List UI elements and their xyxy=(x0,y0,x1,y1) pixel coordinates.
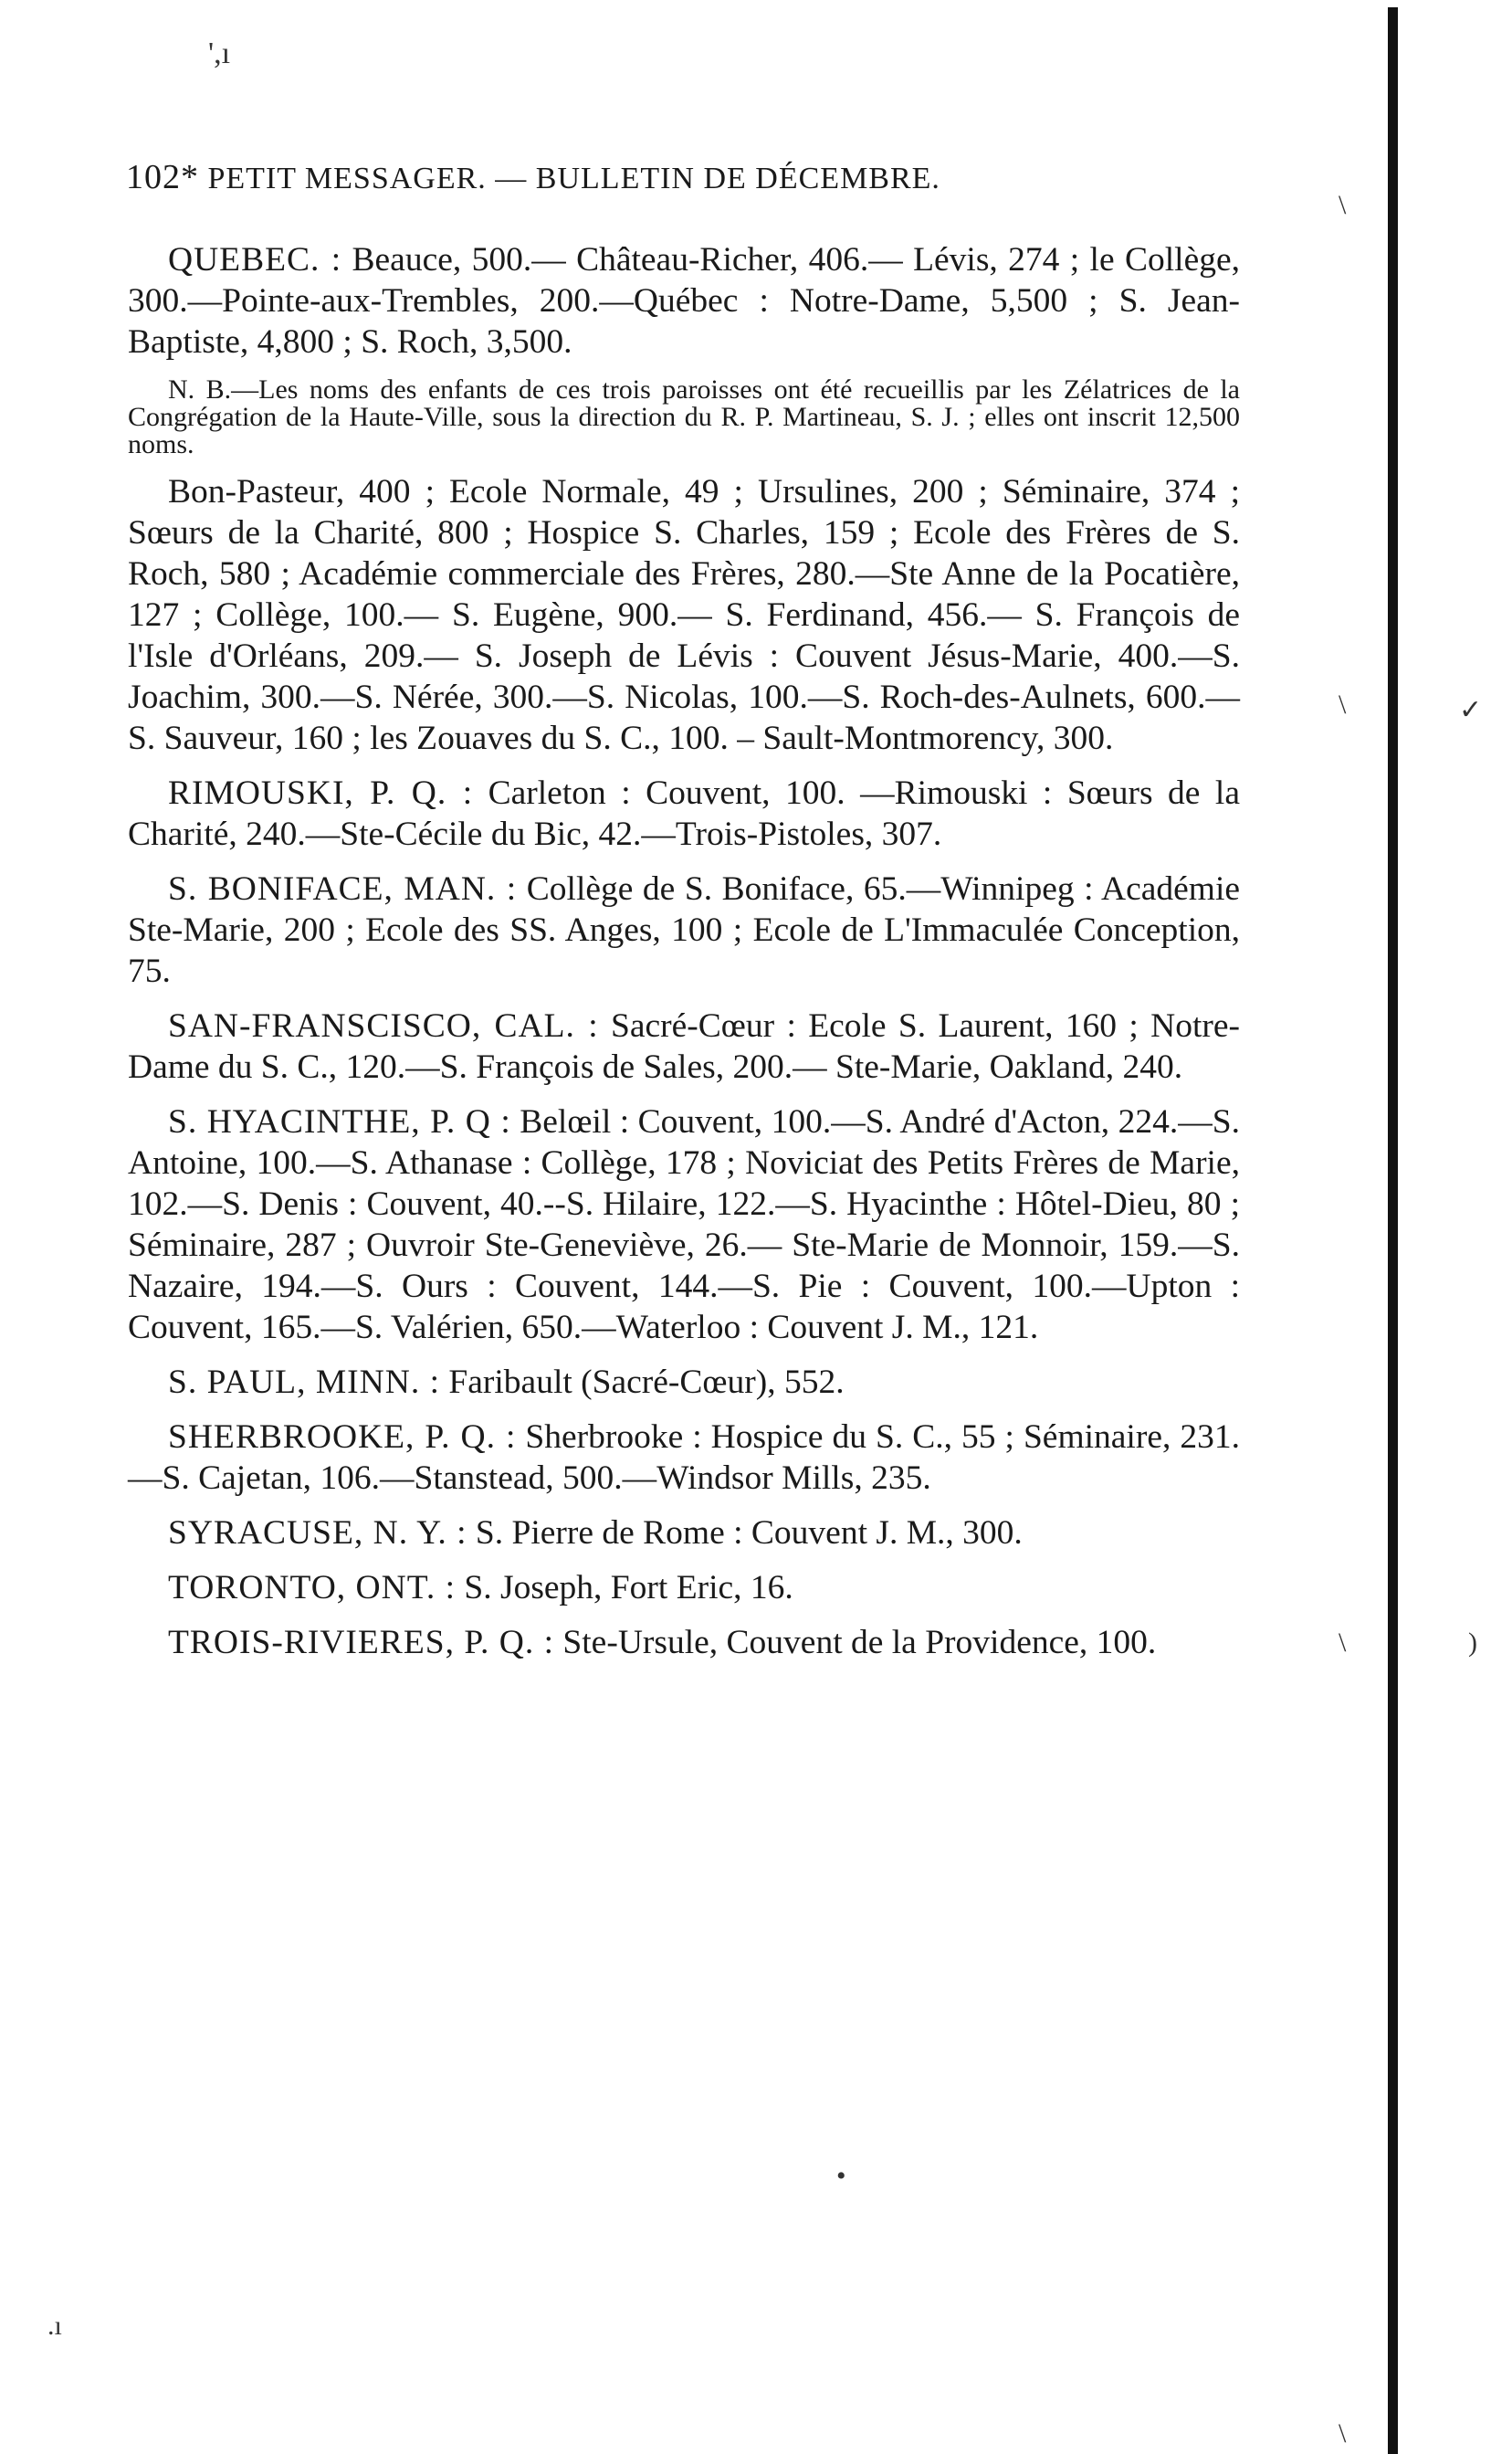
margin-mark-8: .ı xyxy=(47,2311,62,2341)
margin-mark-6: \ xyxy=(1339,2418,1347,2449)
entry-hyacinthe xyxy=(128,1101,1240,1348)
margin-mark-7: • xyxy=(836,2161,846,2191)
page-edge-rule xyxy=(1388,7,1398,2454)
text-bon-pasteur: Bon-Pasteur, 400 ; Ecole Normale, 49 ; Ursulines, 200 ; Séminaire, 374 ; Sœurs de la Charité, 800 ; Hospice S. Charles, 159 ; Ecole des Frères de S. Roch, 580 ; Académie commerciale des Frères, 280.—Ste Anne de la Pocatière, 127 ; Collège, 100.— S. Eugène, 900.— S. Ferdinand, 456.— S. François de l'Isle d'Orléans, 209.— S. Joseph de Lévis : Couvent Jésus-Marie, 400.—S. Joachim, 300.—S. Nérée, 300.—S. Nicolas, 100.—S. Roch-des-Aulnets, 600.—S. Sauveur, 160 ; les Zouaves du S. C., 100. – Sault-Montmorency, 300. xyxy=(128,473,1240,757)
place-hyacinthe: S. HYACINTHE, P. Q : xyxy=(168,1103,511,1141)
entry-sherbrooke xyxy=(128,1417,1240,1499)
entry-boniface xyxy=(128,869,1240,992)
entry-paul xyxy=(128,1362,1240,1403)
text-sherbrooke: Sherbrooke : Hospice du S. C., 55 ; Séminaire, 231.—S. Cajetan, 106.—Stanstead, 500.—Windsor Mills, 235. xyxy=(128,1418,1240,1497)
text-paul: Faribault (Sacré-Cœur), 552. xyxy=(440,1364,845,1401)
place-syracuse: SYRACUSE, N. Y. : xyxy=(168,1514,467,1552)
note-text: N. B.—Les noms des enfants de ces trois paroisses ont été recueillis par les Zélatrices de la Congrégation de la Haute-Ville, sous la direction du R. P. Martineau, S. J. ; elles ont inscrit 12,500 noms. xyxy=(128,374,1240,459)
text-boniface: Collège de S. Boniface, 65.—Winnipeg : Académie Ste-Marie, 200 ; Ecole des SS. Anges, 100 ; Ecole de L'Immaculée Conception, 75. xyxy=(128,870,1241,990)
text-rimouski: Carleton : Couvent, 100. —Rimouski : Sœurs de la Charité, 240.—Ste-Cécile du Bic, 42.—Trois-Pistoles, 307. xyxy=(128,774,1240,853)
entry-san-francisco xyxy=(128,1006,1240,1088)
margin-mark-5: ) xyxy=(1468,1627,1477,1658)
place-trois-rivieres: TROIS-RIVIERES, P. Q. : xyxy=(168,1624,555,1661)
text-syracuse: S. Pierre de Rome : Couvent J. M., 300. xyxy=(467,1514,1023,1552)
entry-trois-rivieres xyxy=(128,1622,1240,1663)
place-toronto: TORONTO, ONT. : xyxy=(168,1569,456,1606)
entry-toronto xyxy=(128,1567,1240,1608)
top-marks: ',ı xyxy=(208,37,231,70)
place-san-francisco: SAN-FRANSCISCO, CAL. : xyxy=(168,1007,599,1045)
text-san-francisco: Sacré-Cœur : Ecole S. Laurent, 160 ; Notre-Dame du S. C., 120.—S. François de Sales, 200.— Ste-Marie, Oakland, 240. xyxy=(128,1007,1240,1086)
margin-mark-3: ✓ xyxy=(1459,695,1483,725)
margin-mark-2: \ xyxy=(1339,690,1347,720)
note-paragraph xyxy=(128,376,1240,458)
text-trois-rivieres: Ste-Ursule, Couvent de la Providence, 100. xyxy=(554,1624,1157,1661)
text-toronto: S. Joseph, Fort Eric, 16. xyxy=(456,1569,793,1606)
margin-mark-1: \ xyxy=(1339,190,1347,220)
text-hyacinthe: Belœil : Couvent, 100.—S. André d'Acton, 224.—S. Antoine, 100.—S. Athanase : Collège, 178 ; Noviciat des Petits Frères de Marie, 102.—S. Denis : Couvent, 40.--S. Hilaire, 122.—S. Hyacinthe : Hôtel-Dieu, 80 ; Séminaire, 287 ; Ouvroir Ste-Geneviève, 26.— Ste-Marie de Monnoir, 159.—S. Nazaire, 194.—S. Ours : Couvent, 144.—S. Pie : Couvent, 100.—Upton : Couvent, 165.—S. Valérien, 650.—Waterloo : Couvent J. M., 121. xyxy=(128,1103,1240,1346)
place-sherbrooke: SHERBROOKE, P. Q. : xyxy=(168,1418,517,1456)
place-rimouski: RIMOUSKI, P. Q. : xyxy=(168,774,474,812)
page-number: 102* xyxy=(126,158,199,196)
entry-quebec xyxy=(128,239,1240,363)
place-boniface: S. BONIFACE, MAN. : xyxy=(168,870,518,908)
entry-rimouski xyxy=(128,773,1240,855)
entry-bon-pasteur xyxy=(128,471,1240,759)
text-quebec: Beauce, 500.— Château-Richer, 406.— Lévis, 274 ; le Collège, 300.—Pointe-aux-Trembles, 200.—Québec : Notre-Dame, 5,500 ; S. Jean-Baptiste, 4,800 ; S. Roch, 3,500. xyxy=(128,241,1240,361)
place-quebec: QUEBEC. : xyxy=(168,241,342,279)
text-column xyxy=(128,239,1240,1677)
place-paul: S. PAUL, MINN. : xyxy=(168,1364,441,1401)
running-header xyxy=(126,157,940,197)
entry-syracuse xyxy=(128,1512,1240,1553)
running-title: PETIT MESSAGER. — BULLETIN DE DÉCEMBRE. xyxy=(207,162,940,195)
margin-mark-4: \ xyxy=(1339,1627,1347,1658)
